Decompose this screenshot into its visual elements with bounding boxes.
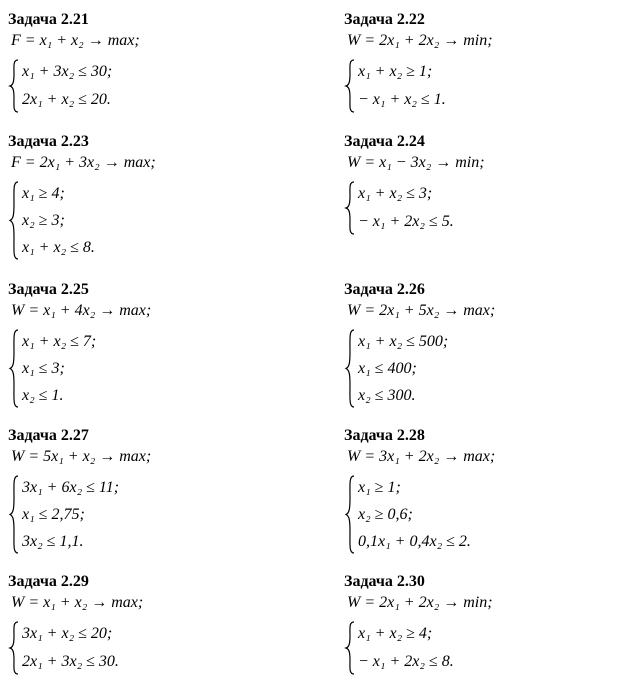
constraint-system xyxy=(8,58,298,114)
problem-title: Задача 2.22 xyxy=(344,11,425,28)
constraint-1: x₁ + x₂ ≥ 1; xyxy=(358,63,433,80)
constraint-system xyxy=(8,474,298,555)
problem-2-25 xyxy=(8,280,298,409)
problem-2-22 xyxy=(344,10,634,114)
problem-2-23 xyxy=(8,132,298,261)
constraint-system xyxy=(344,328,634,409)
problem-title: Задача 2.23 xyxy=(8,133,89,150)
problem-2-29 xyxy=(8,572,298,676)
problem-title: Задача 2.21 xyxy=(8,11,89,28)
constraint-3: 0,1x₁ + 0,4x₂ ≤ 2. xyxy=(358,533,471,550)
constraint-system xyxy=(8,620,298,676)
constraint-1: x₁ + 3x₂ ≤ 30; xyxy=(22,63,113,80)
constraint-system xyxy=(344,180,634,236)
brace-icon xyxy=(344,328,356,409)
constraint-system xyxy=(8,180,298,261)
objective-function: W = 2x₁ + 2x₂ → min; xyxy=(347,32,493,49)
problem-2-28 xyxy=(344,426,634,555)
objective-function: W = x₁ + x₂ → max; xyxy=(11,594,144,611)
brace-icon xyxy=(8,180,20,261)
brace-icon xyxy=(8,58,20,114)
constraint-1: x₁ + x₂ ≤ 3; xyxy=(358,185,433,202)
problem-title: Задача 2.28 xyxy=(344,427,425,444)
constraint-2: 2x₁ + x₂ ≤ 20. xyxy=(22,91,111,108)
brace-icon xyxy=(344,180,356,236)
problem-title: Задача 2.24 xyxy=(344,133,425,150)
brace-icon xyxy=(344,58,356,114)
brace-icon xyxy=(8,328,20,409)
problem-title: Задача 2.30 xyxy=(344,573,425,590)
constraint-2: x₁ ≤ 400; xyxy=(358,360,417,377)
problem-title: Задача 2.29 xyxy=(8,573,89,590)
constraint-3: x₂ ≤ 1. xyxy=(22,387,64,404)
objective-function: F = 2x₁ + 3x₂ → max; xyxy=(11,154,156,171)
problem-2-24 xyxy=(344,132,634,236)
constraint-system xyxy=(344,474,634,555)
constraint-1: x₁ ≥ 1; xyxy=(358,479,401,496)
constraint-2: − x₁ + 2x₂ ≤ 8. xyxy=(358,653,454,670)
brace-icon xyxy=(8,474,20,555)
constraint-system xyxy=(8,328,298,409)
constraint-system xyxy=(344,620,634,676)
constraint-2: − x₁ + x₂ ≤ 1. xyxy=(358,91,446,108)
objective-function: W = 2x₁ + 5x₂ → max; xyxy=(347,302,496,319)
constraint-system xyxy=(344,58,634,114)
objective-function: W = 2x₁ + 2x₂ → min; xyxy=(347,594,493,611)
objective-function: W = x₁ − 3x₂ → min; xyxy=(347,154,485,171)
objective-function: F = x₁ + x₂ → max; xyxy=(11,32,140,49)
problem-2-27 xyxy=(8,426,298,555)
constraint-1: 3x₁ + 6x₂ ≤ 11; xyxy=(22,479,120,496)
constraint-1: x₁ ≥ 4; xyxy=(22,185,65,202)
constraint-1: x₁ + x₂ ≤ 7; xyxy=(22,333,97,350)
constraint-1: x₁ + x₂ ≥ 4; xyxy=(358,625,433,642)
constraint-2: − x₁ + 2x₂ ≤ 5. xyxy=(358,213,454,230)
brace-icon xyxy=(344,620,356,676)
constraint-3: x₂ ≤ 300. xyxy=(358,387,416,404)
constraint-3: 3x₂ ≤ 1,1. xyxy=(22,533,84,550)
constraint-2: x₁ ≤ 2,75; xyxy=(22,506,85,523)
constraint-3: x₁ + x₂ ≤ 8. xyxy=(22,239,95,256)
constraint-2: x₂ ≥ 0,6; xyxy=(358,506,413,523)
brace-icon xyxy=(8,620,20,676)
problem-title: Задача 2.25 xyxy=(8,281,89,298)
constraint-2: 2x₁ + 3x₂ ≤ 30. xyxy=(22,653,119,670)
constraint-1: 3x₁ + x₂ ≤ 20; xyxy=(22,625,113,642)
problem-title: Задача 2.27 xyxy=(8,427,89,444)
problem-title: Задача 2.26 xyxy=(344,281,425,298)
constraint-2: x₂ ≥ 3; xyxy=(22,212,65,229)
constraint-1: x₁ + x₂ ≤ 500; xyxy=(358,333,449,350)
problem-2-30 xyxy=(344,572,634,676)
objective-function: W = x₁ + 4x₂ → max; xyxy=(11,302,152,319)
objective-function: W = 3x₁ + 2x₂ → max; xyxy=(347,448,496,465)
problem-2-21 xyxy=(8,10,298,114)
problem-2-26 xyxy=(344,280,634,409)
objective-function: W = 5x₁ + x₂ → max; xyxy=(11,448,152,465)
constraint-2: x₁ ≤ 3; xyxy=(22,360,65,377)
brace-icon xyxy=(344,474,356,555)
